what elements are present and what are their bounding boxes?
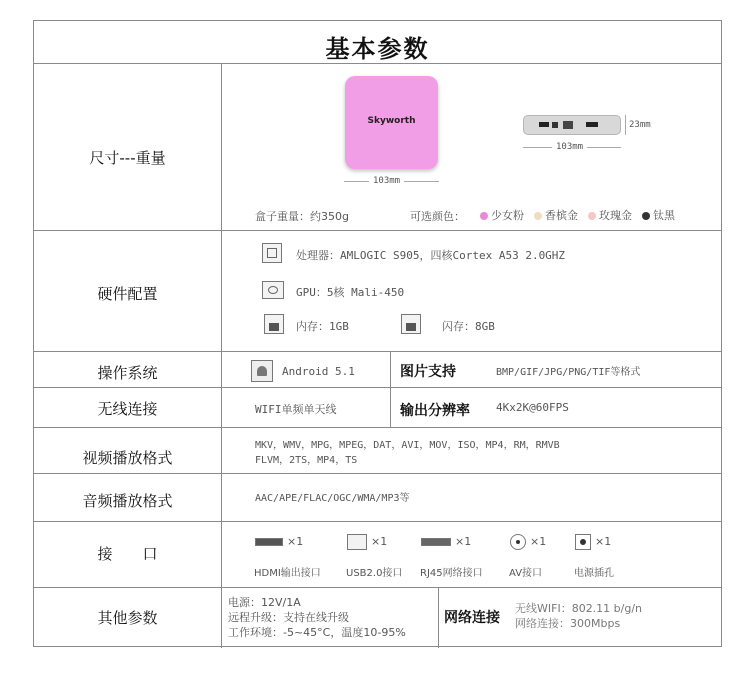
col-divider	[438, 587, 439, 648]
image-support-value: BMP/GIF/JPG/PNG/TIF等格式	[496, 367, 641, 378]
resolution-label: 输出分辨率	[400, 403, 470, 419]
port-name: RJ45网络接口	[420, 568, 483, 579]
video-formats-line2: FLVM，2TS，MP4，TS	[255, 455, 358, 466]
other-params	[228, 595, 406, 640]
row-divider	[34, 351, 721, 352]
cpu-icon	[262, 243, 282, 263]
flash-icon	[401, 314, 421, 334]
label-ports: 接 口	[97, 545, 158, 563]
port-count: ×1	[287, 535, 304, 548]
video-formats-line1: MKV，WMV，MPG，MPEG，DAT，AVI，MOV，ISO，MP4，RM，RMVB	[255, 440, 560, 451]
row-divider	[34, 473, 721, 474]
rj45-icon	[421, 538, 451, 546]
color-option	[480, 209, 524, 222]
port-name: 电源插孔	[574, 568, 614, 579]
audio-formats: AAC/APE/FLAC/OGC/WMA/MP3等	[255, 493, 410, 504]
os-value: Android 5.1	[282, 365, 355, 378]
color-option	[534, 209, 578, 222]
tv-box-top-image	[345, 76, 438, 169]
color-option-label: 香槟金	[545, 209, 578, 222]
gpu-text: GPU：5核 Mali-450	[296, 286, 405, 299]
row-divider	[34, 427, 721, 428]
usb-icon	[347, 534, 367, 550]
height-dimension-line	[625, 115, 626, 135]
row-divider	[34, 230, 721, 231]
network-specs	[515, 601, 642, 631]
port-name: HDMI输出接口	[254, 568, 321, 579]
top-width-label: 103mm	[369, 176, 404, 186]
color-swatch-icon	[534, 212, 542, 220]
power-jack-icon	[575, 534, 591, 550]
weight-text: 盒子重量：约350g	[255, 210, 349, 223]
port-count: ×1	[455, 535, 472, 548]
color-swatch-icon	[480, 212, 488, 220]
row-divider	[34, 521, 721, 522]
ram-icon	[264, 314, 284, 334]
port-count: ×1	[530, 535, 547, 548]
cpu-text: 处理器：AMLOGIC S905，四核Cortex A53 2.0GHZ	[296, 249, 566, 262]
av-icon	[510, 534, 526, 550]
port-name: USB2.0接口	[346, 568, 403, 579]
color-swatch-icon	[642, 212, 650, 220]
label-os: 操作系统	[97, 364, 158, 382]
side-width-label: 103mm	[552, 142, 587, 152]
port-count: ×1	[371, 535, 388, 548]
network-label: 网络连接	[444, 610, 500, 626]
page-title: 基本参数	[325, 35, 430, 63]
color-options	[480, 207, 685, 223]
usb-port-icon	[539, 122, 549, 127]
color-option-label: 玫瑰金	[599, 209, 632, 222]
label-wireless: 无线连接	[97, 400, 158, 418]
wireless-value: WIFI单频单天线	[255, 403, 337, 416]
ram-text: 内存：1GB	[296, 320, 349, 333]
resolution-value: 4Kx2K@60FPS	[496, 401, 569, 414]
port-count: ×1	[595, 535, 612, 548]
col-divider	[390, 351, 391, 427]
flash-text: 闪存：8GB	[442, 320, 495, 333]
android-icon	[251, 360, 273, 382]
col-divider	[221, 63, 222, 648]
upgrade-spec: 远程升级：支持在线升级	[228, 611, 349, 624]
port-name: AV接口	[509, 568, 543, 579]
color-option-label: 钛黑	[653, 209, 675, 222]
side-height-label: 23mm	[629, 120, 651, 130]
spec-table	[33, 20, 722, 647]
row-divider	[34, 587, 721, 588]
label-hardware: 硬件配置	[97, 285, 158, 303]
hdmi-port-icon	[586, 122, 598, 127]
hdmi-icon	[255, 538, 283, 546]
av-port-icon	[552, 122, 558, 128]
power-spec: 电源：12V/1A	[228, 596, 301, 609]
color-option	[642, 209, 675, 222]
gpu-icon	[262, 281, 284, 299]
network-wifi: 无线WIFI：802.11 b/g/n	[515, 602, 643, 615]
color-label: 可选颜色：	[410, 210, 465, 223]
image-support-label: 图片支持	[400, 364, 456, 380]
color-option-label: 少女粉	[491, 209, 524, 222]
color-swatch-icon	[588, 212, 596, 220]
label-video: 视频播放格式	[82, 449, 173, 467]
label-other: 其他参数	[97, 609, 158, 627]
row-divider	[34, 387, 721, 388]
tv-box-side-image	[523, 115, 621, 135]
label-size-weight: 尺寸---重量	[89, 149, 166, 167]
environment-spec: 工作环境：-5~45°C，温度10-95%	[228, 626, 406, 639]
rj45-port-icon	[563, 121, 573, 129]
color-option	[588, 209, 632, 222]
label-audio: 音频播放格式	[82, 492, 173, 510]
network-wired: 网络连接：300Mbps	[515, 617, 621, 630]
brand-logo: Skyworth	[367, 116, 416, 126]
